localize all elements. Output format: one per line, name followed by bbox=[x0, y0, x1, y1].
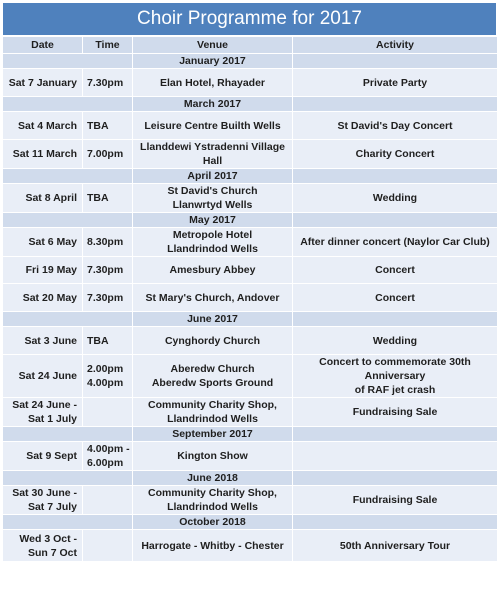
event-date-line: Sat 6 May bbox=[28, 236, 77, 248]
event-time-line: 8.30pm bbox=[87, 236, 124, 248]
section-spacer bbox=[293, 169, 498, 184]
section-heading-row bbox=[3, 169, 498, 184]
event-row bbox=[3, 228, 498, 257]
section-spacer bbox=[3, 97, 133, 112]
event-activity-cell bbox=[293, 486, 498, 515]
event-row bbox=[3, 530, 498, 562]
event-row bbox=[3, 398, 498, 427]
section-heading: March 2017 bbox=[133, 97, 293, 112]
section-spacer bbox=[3, 54, 133, 69]
event-date-line: Sat 8 April bbox=[25, 192, 77, 204]
event-activity-cell bbox=[293, 442, 498, 471]
event-row bbox=[3, 112, 498, 140]
event-activity-line: Concert to commemorate 30th Anniversary bbox=[319, 356, 471, 382]
event-activity-cell bbox=[293, 112, 498, 140]
section-heading: January 2017 bbox=[133, 54, 293, 69]
event-venue-cell bbox=[133, 140, 293, 169]
event-activity-line: Charity Concert bbox=[355, 148, 435, 160]
event-row bbox=[3, 284, 498, 312]
event-time-cell bbox=[83, 284, 133, 312]
event-date-line: Sat 7 January bbox=[8, 76, 77, 89]
event-time-cell bbox=[83, 530, 133, 562]
event-time-cell bbox=[83, 486, 133, 515]
event-time-cell bbox=[83, 398, 133, 427]
event-date-line: Sat 3 June bbox=[24, 334, 77, 347]
event-activity-line: Wedding bbox=[372, 192, 418, 204]
event-venue-cell bbox=[133, 184, 293, 213]
section-spacer bbox=[293, 312, 498, 327]
event-row bbox=[3, 327, 498, 355]
section-spacer bbox=[3, 427, 133, 442]
section-heading-row bbox=[3, 471, 498, 486]
event-venue-cell bbox=[133, 228, 293, 257]
event-time-line: 7.30pm bbox=[87, 264, 124, 276]
event-time-line: 7.30pm bbox=[87, 76, 124, 89]
column-header-row bbox=[3, 37, 498, 54]
event-time-cell bbox=[83, 442, 133, 471]
section-spacer bbox=[293, 471, 498, 486]
event-date-line: Sat 30 June - bbox=[12, 487, 77, 499]
event-row bbox=[3, 184, 498, 213]
event-time-line: TBA bbox=[87, 192, 109, 204]
event-date-line: Sat 24 June bbox=[18, 370, 77, 382]
event-venue-cell bbox=[133, 284, 293, 312]
event-venue-line: Aberedw Sports Ground bbox=[151, 377, 274, 389]
event-date-line: Sat 9 Sept bbox=[26, 450, 77, 462]
event-time-cell bbox=[83, 112, 133, 140]
event-activity-cell bbox=[293, 398, 498, 427]
event-venue-line: Llanddewi Ystradenni Village bbox=[140, 141, 285, 153]
section-spacer bbox=[293, 515, 498, 530]
event-time-cell bbox=[83, 327, 133, 355]
event-activity-cell bbox=[293, 228, 498, 257]
event-date-cell bbox=[3, 284, 83, 312]
event-venue-line: St David's Church bbox=[167, 185, 258, 197]
event-time-line: 4.00pm - bbox=[87, 443, 130, 455]
page-title: Choir Programme for 2017 bbox=[2, 2, 497, 36]
event-venue-line: Elan Hotel, Rhayader bbox=[159, 76, 266, 89]
event-date-cell bbox=[3, 486, 83, 515]
event-date-cell bbox=[3, 442, 83, 471]
event-row bbox=[3, 486, 498, 515]
event-venue-cell bbox=[133, 398, 293, 427]
event-activity-cell bbox=[293, 69, 498, 97]
event-time-line: 7.30pm bbox=[87, 291, 124, 304]
event-activity-cell bbox=[293, 284, 498, 312]
event-venue-line: St Mary's Church, Andover bbox=[145, 291, 280, 304]
event-time-line: TBA bbox=[87, 119, 109, 132]
event-row bbox=[3, 257, 498, 284]
section-spacer bbox=[3, 213, 133, 228]
section-heading-row bbox=[3, 312, 498, 327]
event-venue-line: Kington Show bbox=[177, 450, 248, 462]
event-activity-line: Wedding bbox=[372, 334, 418, 347]
section-spacer bbox=[293, 427, 498, 442]
event-venue-line: Harrogate - Whitby - Chester bbox=[141, 539, 284, 552]
section-spacer bbox=[3, 515, 133, 530]
event-venue-cell bbox=[133, 327, 293, 355]
event-venue-cell bbox=[133, 355, 293, 398]
section-heading: October 2018 bbox=[133, 515, 293, 530]
event-venue-line: Llandrindod Wells bbox=[167, 243, 258, 255]
programme-table bbox=[2, 36, 498, 562]
event-time-line: 6.00pm bbox=[87, 457, 124, 469]
event-venue-line: Aberedw Church bbox=[170, 363, 255, 375]
section-heading-row bbox=[3, 515, 498, 530]
event-time-line: 7.00pm bbox=[87, 148, 124, 160]
event-venue-line: Llandrindod Wells bbox=[167, 501, 258, 513]
event-venue-line: Community Charity Shop, bbox=[148, 487, 277, 499]
column-header-date: Date bbox=[3, 37, 83, 54]
event-date-cell bbox=[3, 530, 83, 562]
event-venue-cell bbox=[133, 69, 293, 97]
event-date-line: Sat 20 May bbox=[22, 291, 77, 304]
event-venue-cell bbox=[133, 530, 293, 562]
event-activity-line: Fundraising Sale bbox=[352, 494, 438, 506]
event-date-cell bbox=[3, 327, 83, 355]
event-activity-line: Concert bbox=[375, 264, 415, 276]
column-header-venue: Venue bbox=[133, 37, 293, 54]
event-time-line: TBA bbox=[87, 334, 109, 347]
section-heading-row bbox=[3, 213, 498, 228]
event-date-line: Sat 7 July bbox=[27, 501, 77, 513]
event-venue-cell bbox=[133, 112, 293, 140]
programme-sheet bbox=[2, 2, 497, 562]
section-heading: June 2017 bbox=[133, 312, 293, 327]
section-heading-row bbox=[3, 427, 498, 442]
event-row bbox=[3, 442, 498, 471]
event-time-cell bbox=[83, 184, 133, 213]
event-row bbox=[3, 69, 498, 97]
event-time-cell bbox=[83, 69, 133, 97]
section-heading: June 2018 bbox=[133, 471, 293, 486]
event-activity-line: of RAF jet crash bbox=[354, 384, 436, 396]
event-venue-line: Cynghordy Church bbox=[164, 334, 261, 347]
event-time-line: 4.00pm bbox=[87, 377, 124, 389]
event-activity-cell bbox=[293, 355, 498, 398]
event-time-cell bbox=[83, 355, 133, 398]
event-row bbox=[3, 140, 498, 169]
event-date-line: Sat 24 June - bbox=[12, 399, 77, 411]
event-date-line: Sat 1 July bbox=[27, 413, 77, 425]
event-activity-line: St David's Day Concert bbox=[337, 119, 453, 132]
event-date-cell bbox=[3, 69, 83, 97]
event-venue-line: Hall bbox=[202, 155, 223, 167]
event-venue-line: Metropole Hotel bbox=[172, 229, 253, 241]
section-spacer bbox=[3, 169, 133, 184]
section-spacer bbox=[293, 97, 498, 112]
section-spacer bbox=[3, 312, 133, 327]
event-activity-line: After dinner concert (Naylor Car Club) bbox=[300, 236, 490, 248]
event-date-cell bbox=[3, 398, 83, 427]
event-venue-cell bbox=[133, 257, 293, 284]
section-spacer bbox=[3, 471, 133, 486]
column-header-time: Time bbox=[83, 37, 133, 54]
event-venue-cell bbox=[133, 442, 293, 471]
section-spacer bbox=[293, 213, 498, 228]
event-row bbox=[3, 355, 498, 398]
event-activity-cell bbox=[293, 257, 498, 284]
event-venue-cell bbox=[133, 486, 293, 515]
event-date-line: Sun 7 Oct bbox=[27, 546, 77, 559]
event-activity-cell bbox=[293, 530, 498, 562]
event-venue-line: Leisure Centre Builth Wells bbox=[144, 119, 281, 132]
event-date-cell bbox=[3, 112, 83, 140]
event-date-line: Wed 3 Oct - bbox=[19, 532, 77, 545]
event-date-line: Sat 11 March bbox=[12, 148, 77, 160]
event-date-cell bbox=[3, 355, 83, 398]
event-time-cell bbox=[83, 257, 133, 284]
event-date-cell bbox=[3, 184, 83, 213]
event-date-line: Fri 19 May bbox=[25, 264, 77, 276]
event-date-line: Sat 4 March bbox=[18, 119, 77, 132]
event-time-cell bbox=[83, 140, 133, 169]
column-header-activity: Activity bbox=[293, 37, 498, 54]
event-venue-line: Llanwrtyd Wells bbox=[172, 199, 253, 211]
section-heading: September 2017 bbox=[133, 427, 293, 442]
event-venue-line: Community Charity Shop, bbox=[148, 399, 277, 411]
section-heading-row bbox=[3, 54, 498, 69]
event-time-line: 2.00pm bbox=[87, 363, 124, 375]
section-heading: April 2017 bbox=[133, 169, 293, 184]
programme-body bbox=[3, 37, 498, 562]
event-date-cell bbox=[3, 257, 83, 284]
section-heading-row bbox=[3, 97, 498, 112]
event-date-cell bbox=[3, 140, 83, 169]
event-date-cell bbox=[3, 228, 83, 257]
event-activity-cell bbox=[293, 184, 498, 213]
event-venue-line: Amesbury Abbey bbox=[169, 264, 256, 276]
event-activity-line: Concert bbox=[375, 291, 415, 304]
section-heading: May 2017 bbox=[133, 213, 293, 228]
section-spacer bbox=[293, 54, 498, 69]
event-activity-line: 50th Anniversary Tour bbox=[339, 539, 451, 552]
event-activity-line: Fundraising Sale bbox=[352, 406, 438, 418]
event-venue-line: Llandrindod Wells bbox=[167, 413, 258, 425]
event-time-cell bbox=[83, 228, 133, 257]
event-activity-cell bbox=[293, 140, 498, 169]
event-activity-line: Private Party bbox=[362, 76, 428, 89]
event-activity-cell bbox=[293, 327, 498, 355]
